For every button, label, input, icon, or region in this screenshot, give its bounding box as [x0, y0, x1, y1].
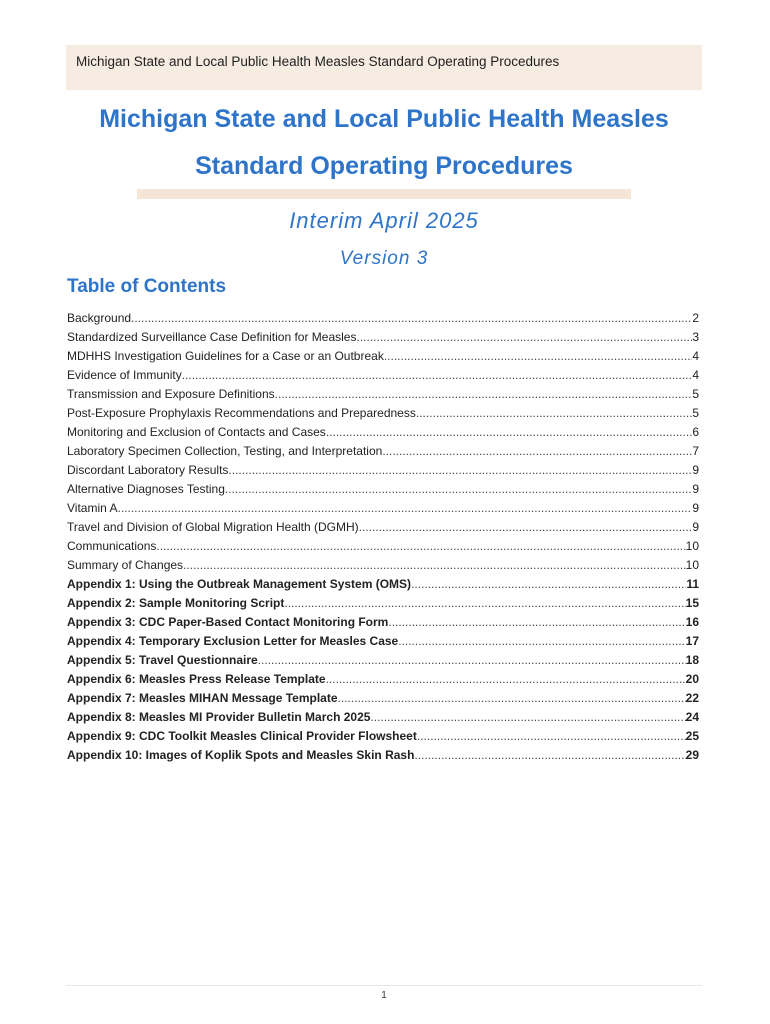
toc-dot-leader — [398, 632, 685, 651]
toc-entry-title[interactable]: Vitamin A — [67, 501, 118, 515]
toc-dot-leader — [326, 423, 693, 442]
toc-dot-leader — [131, 309, 692, 328]
toc-entry-title[interactable]: Appendix 4: Temporary Exclusion Letter for Measles Case — [67, 634, 399, 648]
toc-entry[interactable] — [67, 632, 699, 651]
running-header-text: Michigan State and Local Public Health Measles Standard Operating Procedures — [76, 54, 560, 69]
toc-entry-page-number[interactable]: 7 — [692, 444, 699, 458]
toc-entry-title[interactable]: Appendix 3: CDC Paper-Based Contact Monitoring Form — [67, 615, 389, 629]
toc-entry-page-number[interactable]: 4 — [692, 368, 699, 382]
toc-entry-page-number[interactable]: 4 — [692, 349, 699, 363]
toc-dot-leader — [382, 442, 692, 461]
toc-dot-leader — [284, 594, 685, 613]
toc-entry-page-number[interactable]: 6 — [692, 425, 699, 439]
document-title-line-2: Standard Operating Procedures — [195, 152, 573, 180]
toc-entry-page-number[interactable]: 9 — [692, 520, 699, 534]
toc-entry-title[interactable]: Appendix 5: Travel Questionnaire — [67, 653, 258, 667]
toc-entry-title[interactable]: Appendix 9: CDC Toolkit Measles Clinical Provider Flowsheet — [67, 729, 417, 743]
toc-entry[interactable] — [67, 727, 699, 746]
toc-entry-page-number[interactable]: 3 — [692, 330, 699, 344]
toc-dot-leader — [326, 670, 686, 689]
document-date: Interim April 2025 — [289, 208, 479, 233]
toc-entry-page-number[interactable]: 9 — [692, 463, 699, 477]
document-title — [66, 96, 702, 190]
toc-dot-leader — [388, 613, 685, 632]
footer-divider — [66, 985, 702, 986]
toc-entry-page-number[interactable]: 9 — [692, 501, 699, 515]
toc-entry[interactable] — [67, 461, 699, 480]
toc-entry-title[interactable]: Alternative Diagnoses Testing — [67, 482, 225, 496]
toc-dot-leader — [370, 708, 685, 727]
toc-entry[interactable] — [67, 556, 699, 575]
toc-entry-page-number[interactable]: 22 — [685, 691, 699, 705]
toc-entry[interactable] — [67, 499, 699, 518]
toc-dot-leader — [182, 366, 693, 385]
toc-entry-page-number[interactable]: 15 — [685, 596, 699, 610]
toc-entry-page-number[interactable]: 2 — [692, 311, 699, 325]
toc-entry[interactable] — [67, 651, 699, 670]
toc-entry-page-number[interactable]: 24 — [685, 710, 699, 724]
toc-entry[interactable] — [67, 347, 699, 366]
toc-entry[interactable] — [67, 708, 699, 727]
toc-entry[interactable] — [67, 594, 699, 613]
toc-dot-leader — [258, 651, 686, 670]
toc-entry[interactable] — [67, 328, 699, 347]
toc-dot-leader — [416, 404, 692, 423]
toc-entry-page-number[interactable]: 5 — [692, 387, 699, 401]
toc-entry-page-number[interactable]: 25 — [685, 729, 699, 743]
toc-entry[interactable] — [67, 385, 699, 404]
toc-entry-title[interactable]: Evidence of Immunity — [67, 368, 182, 382]
toc-dot-leader — [228, 461, 692, 480]
table-of-contents — [67, 309, 699, 765]
toc-dot-leader — [156, 537, 685, 556]
toc-dot-leader — [183, 556, 686, 575]
toc-entry-page-number[interactable]: 17 — [685, 634, 699, 648]
toc-entry-title[interactable]: MDHHS Investigation Guidelines for a Case or an Outbreak — [67, 349, 384, 363]
toc-entry-title[interactable]: Appendix 7: Measles MIHAN Message Template — [67, 691, 338, 705]
toc-entry-title[interactable]: Standardized Surveillance Case Definition for Measles — [67, 330, 357, 344]
toc-entry-title[interactable]: Monitoring and Exclusion of Contacts and Cases — [67, 425, 326, 439]
toc-entry[interactable] — [67, 423, 699, 442]
toc-entry-page-number[interactable]: 5 — [692, 406, 699, 420]
toc-entry-page-number[interactable]: 16 — [685, 615, 699, 629]
toc-entry[interactable] — [67, 537, 699, 556]
toc-entry[interactable] — [67, 689, 699, 708]
toc-entry-title[interactable]: Appendix 8: Measles MI Provider Bulletin March 2025 — [67, 710, 371, 724]
toc-dot-leader — [414, 746, 685, 765]
document-title-line-1: Michigan State and Local Public Health Measles — [99, 105, 669, 133]
toc-entry-title[interactable]: Background — [67, 311, 132, 325]
toc-entry[interactable] — [67, 746, 699, 765]
toc-entry[interactable] — [67, 518, 699, 537]
document-version: Version 3 — [339, 248, 429, 269]
toc-entry-page-number[interactable]: 9 — [692, 482, 699, 496]
toc-dot-leader — [338, 689, 686, 708]
toc-entry-title[interactable]: Travel and Division of Global Migration Health (DGMH) — [67, 520, 359, 534]
toc-dot-leader — [417, 727, 686, 746]
toc-entry-title[interactable]: Post-Exposure Prophylaxis Recommendations and Preparedness — [67, 406, 416, 420]
toc-entry[interactable] — [67, 670, 699, 689]
toc-dot-leader — [275, 385, 693, 404]
page-number: 1 — [381, 990, 387, 1001]
toc-entry-page-number[interactable]: 10 — [685, 558, 699, 572]
toc-entry-title[interactable]: Communications — [67, 539, 157, 553]
running-header — [66, 45, 702, 90]
toc-entry-title[interactable]: Summary of Changes — [67, 558, 184, 572]
toc-dot-leader — [384, 347, 692, 366]
toc-entry-page-number[interactable]: 11 — [686, 577, 699, 591]
toc-entry-page-number[interactable]: 10 — [685, 539, 699, 553]
title-underline-bar — [137, 189, 631, 199]
toc-entry[interactable] — [67, 442, 699, 461]
toc-entry-title[interactable]: Appendix 10: Images of Koplik Spots and Measles Skin Rash — [67, 748, 415, 762]
toc-entry[interactable] — [67, 366, 699, 385]
toc-dot-leader — [225, 480, 692, 499]
toc-entry-page-number[interactable]: 18 — [685, 653, 699, 667]
toc-entry[interactable] — [67, 480, 699, 499]
toc-entry[interactable] — [67, 309, 699, 328]
toc-entry[interactable] — [67, 613, 699, 632]
toc-entry-title[interactable]: Discordant Laboratory Results — [67, 463, 229, 477]
toc-entry-title[interactable]: Transmission and Exposure Definitions — [67, 387, 275, 401]
toc-entry-title[interactable]: Appendix 2: Sample Monitoring Script — [67, 596, 285, 610]
toc-entry-title[interactable]: Appendix 1: Using the Outbreak Management System (OMS) — [67, 577, 412, 591]
toc-entry[interactable] — [67, 575, 699, 594]
toc-entry[interactable] — [67, 404, 699, 423]
toc-dot-leader — [411, 575, 686, 594]
toc-heading: Table of Contents — [67, 276, 227, 297]
toc-entry-page-number[interactable]: 29 — [685, 748, 699, 762]
toc-dot-leader — [359, 518, 693, 537]
toc-entry-title[interactable]: Appendix 6: Measles Press Release Template — [67, 672, 326, 686]
toc-entry-title[interactable]: Laboratory Specimen Collection, Testing, and Interpretation — [67, 444, 383, 458]
toc-dot-leader — [356, 328, 692, 347]
toc-entry-page-number[interactable]: 20 — [685, 672, 699, 686]
toc-dot-leader — [117, 499, 692, 518]
